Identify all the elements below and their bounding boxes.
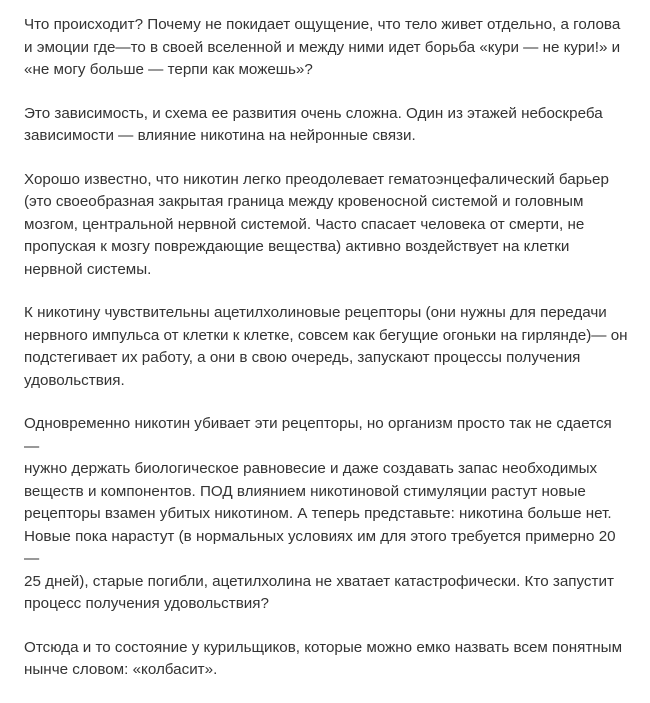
article-paragraph-2: Это зависимость, и схема ее развития очень сложна. Один из этажей небоскреба зависимости — влияние никотина на нейронные связи. — [24, 104, 603, 144]
article-paragraph-6: Отсюда и то состояние у курильщиков, которые можно емко назвать всем понятным нынче словом: «колбасит». — [24, 638, 623, 678]
article-paragraph-4: К никотину чувствительны ацетилхолиновые рецепторы (они нужны для передачи нервного импульса от клетки к клетке, совсем как бегущие огоньки на гирлянде)— он подстегивает их работу, а они в свою очередь, запускают процессы получения удовольствия. — [24, 304, 628, 389]
article-body — [24, 14, 630, 703]
article-paragraph-3: Хорошо известно, что никотин легко преодолевает гематоэнцефалический барьер (это своеобразная закрытая граница между кровеносной системой и головным мозгом, центральной нервной системой. Часто спасает человека от смерти, не пропуская к мозгу повреждающие вещества) активно воздействует на клетки нервной системы. — [24, 170, 609, 278]
article-paragraph-5: Одновременно никотин убивает эти рецепторы, но организм просто так не сдается — нужно держать биологическое равновесие и даже создавать запас необходимых веществ и компонентов. ПОД влиянием никотиновой стимуляции растут новые рецепторы взамен убитых никотином. А теперь представьте: никотина больше нет. Новые пока нарастут (в нормальных условиях им для этого требуется примерно 20— 25 дней), старые погибли, ацетилхолина не хватает катастрофически. Кто запустит процесс получения удовольствия? — [24, 415, 616, 612]
article-paragraph-1: Что происходит? Почему не покидает ощущение, что тело живет отдельно, а голова и эмоции где—то в своей вселенной и между ними идет борьба «кури — не кури!» и «не могу больше — терпи как можешь»? — [24, 16, 621, 78]
